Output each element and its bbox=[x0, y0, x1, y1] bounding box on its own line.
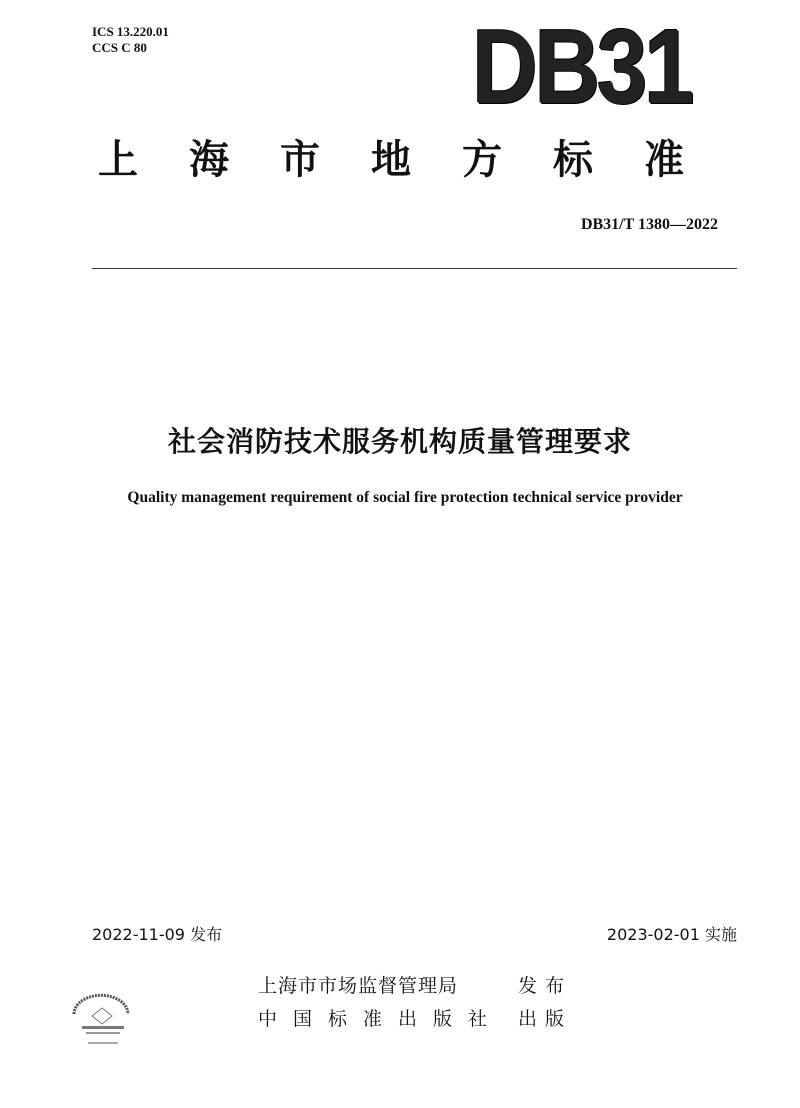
standard-type: 上海市地方标准 bbox=[98, 137, 735, 183]
publisher-action: 发布 bbox=[518, 975, 573, 997]
document-title: 社会消防技术服务机构质量管理要求 bbox=[167, 425, 632, 458]
issue-date: 2022-11-09 发布 bbox=[92, 925, 223, 944]
document-title-english: Quality management requirement of social fire protection technical service provider bbox=[127, 489, 683, 506]
publisher-seal-icon bbox=[62, 992, 142, 1056]
header-divider bbox=[92, 268, 737, 269]
standard-code: DB31/T 1380—2022 bbox=[580, 216, 718, 233]
press-action: 出版 bbox=[518, 1008, 573, 1030]
implementation-date: 2023-02-01 实施 bbox=[606, 925, 737, 944]
ccs-code: CCS C 80 bbox=[92, 40, 147, 55]
publisher-name: 上海市市场监督管理局 bbox=[258, 975, 459, 997]
press-name: 中国标准出版社 bbox=[258, 1008, 504, 1030]
db31-logo: DB31 bbox=[472, 8, 692, 126]
ics-code: ICS 13.220.01 bbox=[92, 24, 169, 39]
classification-codes bbox=[92, 24, 169, 56]
